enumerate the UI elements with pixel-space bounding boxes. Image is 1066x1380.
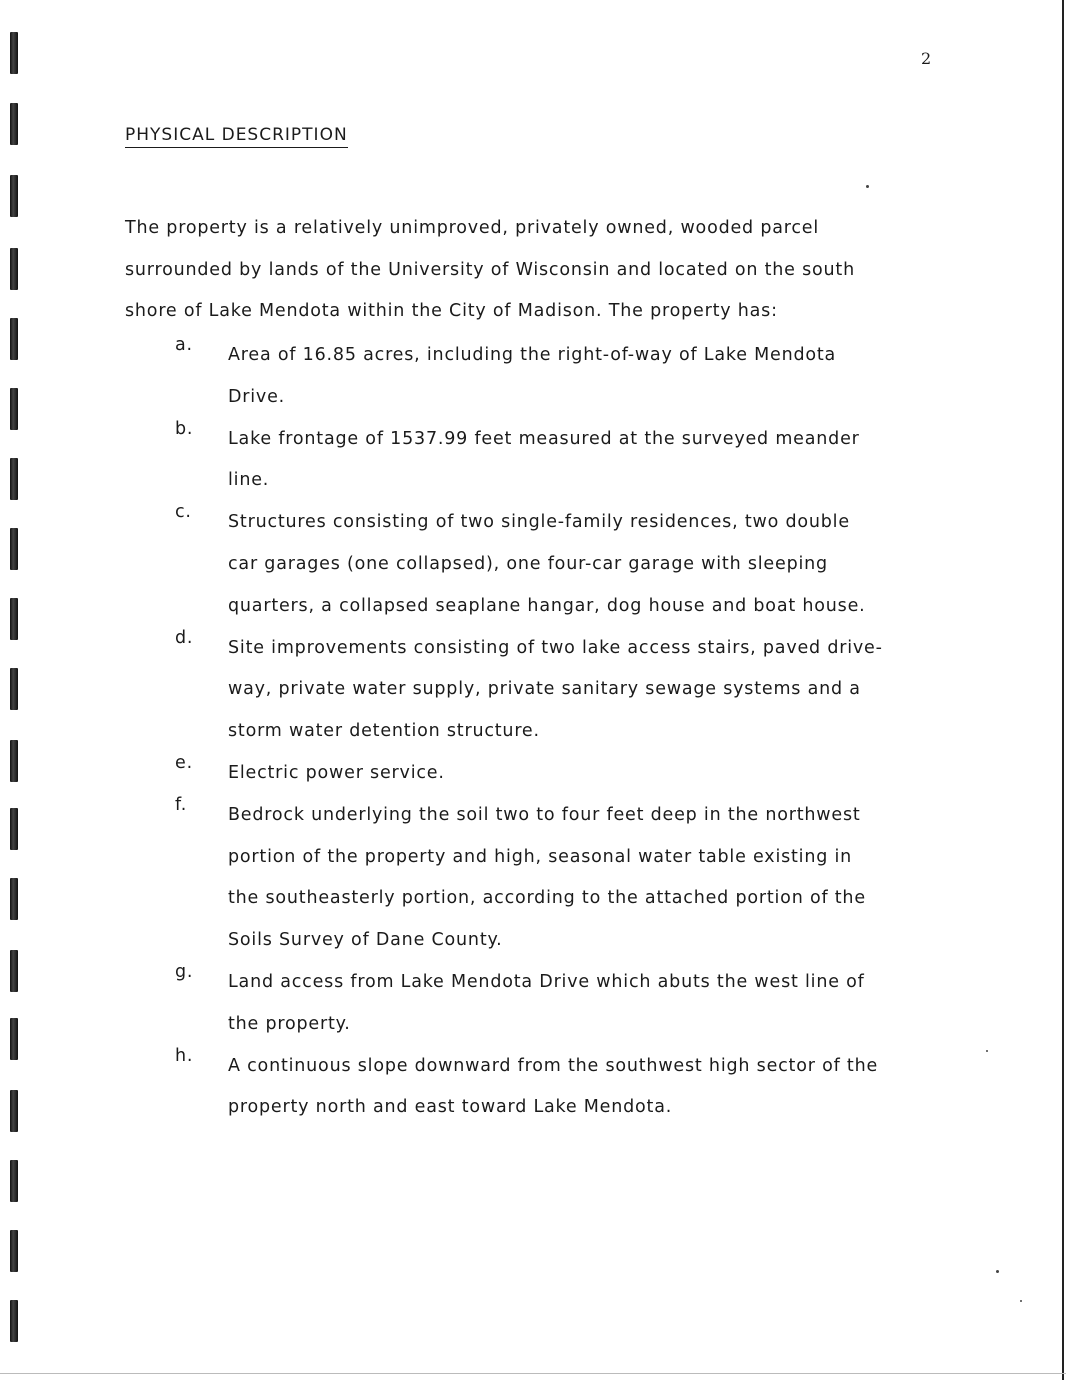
scan-speck — [866, 185, 869, 188]
binding-hole — [10, 950, 18, 992]
binding-hole — [10, 668, 18, 710]
list-item-text — [228, 419, 955, 503]
list-item — [175, 335, 955, 419]
binding-hole — [10, 175, 18, 217]
list-item-letter: h. — [175, 1045, 194, 1066]
page-number: 2 — [921, 49, 932, 68]
list-item-line: line. — [228, 470, 270, 491]
scan-speck — [996, 1270, 999, 1273]
list-item — [175, 628, 955, 753]
list-item-letter: e. — [175, 752, 193, 773]
list-item — [175, 795, 955, 962]
list-item — [175, 1046, 955, 1130]
list-item-line: the property. — [228, 1013, 351, 1034]
list-item-line: Structures consisting of two single-family residences, two double — [228, 512, 850, 533]
binding-hole — [10, 598, 18, 640]
list-item-letter: a. — [175, 335, 193, 355]
paragraph-line: shore of Lake Mendota within the City of Madison. The property has: — [125, 301, 778, 321]
list-item-text — [228, 628, 955, 753]
intro-paragraph — [125, 208, 945, 333]
list-item-line: car garages (one collapsed), one four-car garage with sleeping — [228, 553, 828, 574]
page-edge — [0, 1373, 1066, 1374]
binding-hole — [10, 1160, 18, 1202]
binding-hole — [10, 878, 18, 920]
list-item — [175, 753, 955, 795]
list-item-line: A continuous slope downward from the southwest high sector of the — [228, 1055, 879, 1076]
list-item — [175, 419, 955, 503]
section-heading: PHYSICAL DESCRIPTION — [125, 125, 348, 148]
list-item-line: Drive. — [228, 386, 286, 407]
list-item-letter: f. — [175, 794, 188, 815]
binding-hole — [10, 248, 18, 290]
list-item-text — [228, 1046, 955, 1130]
binding-hole — [10, 808, 18, 850]
binding-hole — [10, 528, 18, 570]
list-item-line: Bedrock underlying the soil two to four feet deep in the northwest — [228, 804, 861, 825]
binding-hole — [10, 32, 18, 74]
list-item-letter: c. — [175, 502, 192, 523]
list-item-text — [228, 335, 955, 419]
binding-hole — [10, 318, 18, 360]
list-item-line: Soils Survey of Dane County. — [228, 930, 503, 951]
binding-hole — [10, 1230, 18, 1272]
list-item-line: portion of the property and high, seasonal water table existing in — [228, 846, 853, 867]
list-item-line: property north and east toward Lake Mendota. — [228, 1097, 673, 1118]
list-item-letter: d. — [175, 627, 194, 648]
list-item-line: way, private water supply, private sanitary sewage systems and a — [228, 679, 861, 700]
scan-speck — [1020, 1300, 1022, 1302]
paragraph-line: surrounded by lands of the University of Wisconsin and located on the south — [125, 259, 855, 280]
binding-hole — [10, 1300, 18, 1342]
list-item-line: Lake frontage of 1537.99 feet measured at the surveyed meander — [228, 428, 860, 449]
property-features-list — [175, 335, 955, 1129]
list-item-line: the southeasterly portion, according to the attached portion of the — [228, 888, 866, 909]
list-item-line: Land access from Lake Mendota Drive which abuts the west line of — [228, 971, 865, 992]
list-item-line: Area of 16.85 acres, including the right-of-way of Lake Mendota — [228, 345, 837, 365]
binding-hole — [10, 1090, 18, 1132]
binding-hole — [10, 103, 18, 145]
binding-hole — [10, 458, 18, 500]
paragraph-line: The property is a relatively unimproved, privately owned, wooded parcel — [125, 218, 820, 238]
binding-hole — [10, 740, 18, 782]
list-item — [175, 502, 955, 627]
page-edge — [1062, 0, 1064, 1380]
list-item — [175, 962, 955, 1046]
list-item-line: quarters, a collapsed seaplane hangar, dog house and boat house. — [228, 595, 866, 616]
list-item-letter: g. — [175, 961, 194, 982]
list-item-text — [228, 502, 955, 627]
list-item-text — [228, 795, 955, 962]
list-item-letter: b. — [175, 418, 194, 439]
list-item-text — [228, 753, 955, 795]
binding-hole — [10, 388, 18, 430]
list-item-line: Electric power service. — [228, 762, 445, 783]
list-item-line: Site improvements consisting of two lake access stairs, paved drive- — [228, 637, 883, 658]
list-item-text — [228, 962, 955, 1046]
binding-hole — [10, 1018, 18, 1060]
scan-speck — [986, 1050, 988, 1052]
list-item-line: storm water detention structure. — [228, 721, 540, 742]
